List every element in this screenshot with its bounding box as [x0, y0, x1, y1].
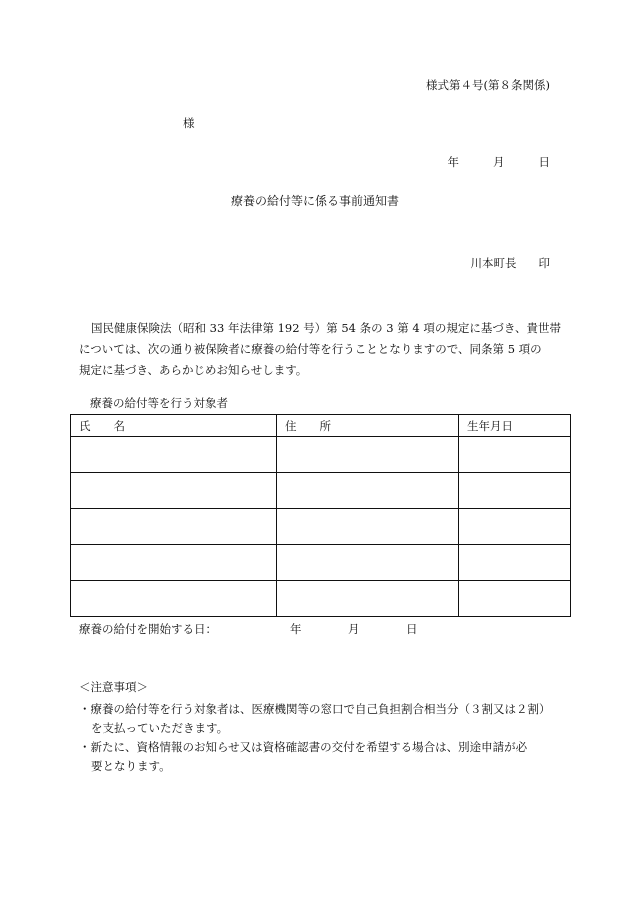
document-title: 療養の給付等に係る事前通知書 — [230, 194, 399, 208]
form-number: 様式第４号(第８条関係) — [426, 78, 550, 92]
target-persons-table — [70, 414, 571, 617]
issuer-name: 川本町長 — [470, 256, 517, 270]
issuer-seal: 印 — [538, 256, 550, 270]
birthdate-cell[interactable] — [459, 509, 571, 545]
notes-heading: ＜注意事項＞ — [79, 680, 148, 694]
notice-body — [79, 318, 561, 381]
birthdate-cell[interactable] — [459, 545, 571, 581]
notice-body-line-3: 規定に基づき、あらかじめお知らせします。 — [79, 363, 308, 377]
birthdate-cell[interactable] — [459, 437, 571, 473]
issue-date — [448, 157, 551, 169]
column-header-birthdate: 生年月日 — [459, 415, 571, 437]
note-item-1-continued: を支払っていただきます。 — [91, 721, 229, 735]
issue-date-month: 月 — [493, 155, 505, 169]
table-row — [71, 581, 571, 617]
column-header-name: 氏 名 — [71, 415, 277, 437]
issue-date-year: 年 — [447, 155, 459, 169]
table-row — [71, 473, 571, 509]
notes-list — [79, 700, 559, 776]
table-caption: 療養の給付等を行う対象者 — [90, 396, 228, 410]
column-header-address: 住 所 — [277, 415, 459, 437]
start-date-label: 療養の給付を開始する日： — [79, 622, 217, 636]
name-cell[interactable] — [71, 581, 277, 617]
notice-body-line-1: 国民健康保険法（昭和 33 年法律第 192 号）第 54 条の 3 第 4 項の規定に基づき、貴世帯 — [91, 321, 561, 335]
start-date-year: 年 — [290, 622, 302, 636]
address-cell[interactable] — [277, 509, 459, 545]
addressee-suffix: 様 — [183, 116, 195, 130]
note-item-2: ・新たに、資格情報のお知らせ又は資格確認書の交付を希望する場合は、別途申請が必 — [79, 740, 528, 754]
table-row — [71, 509, 571, 545]
name-cell[interactable] — [71, 509, 277, 545]
address-cell[interactable] — [277, 437, 459, 473]
birthdate-cell[interactable] — [459, 581, 571, 617]
address-cell[interactable] — [277, 581, 459, 617]
address-cell[interactable] — [277, 545, 459, 581]
name-cell[interactable] — [71, 545, 277, 581]
notice-body-line-2: については、次の通り被保険者に療養の給付等を行うこととなりますので、同条第 5 項の — [79, 342, 542, 356]
table-row — [71, 545, 571, 581]
address-cell[interactable] — [277, 473, 459, 509]
note-item-2-continued: 要となります。 — [91, 759, 171, 773]
start-date-day: 日 — [406, 622, 418, 636]
start-date-month: 月 — [348, 622, 360, 636]
name-cell[interactable] — [71, 437, 277, 473]
table-row — [71, 437, 571, 473]
birthdate-cell[interactable] — [459, 473, 571, 509]
start-date-row — [79, 622, 418, 636]
note-item-1: ・療養の給付等を行う対象者は、医療機関等の窓口で自己負担割合相当分（３割又は２割） — [79, 702, 551, 716]
name-cell[interactable] — [71, 473, 277, 509]
issue-date-day: 日 — [538, 155, 550, 169]
table-header-row — [71, 415, 571, 437]
issuer — [471, 258, 551, 270]
